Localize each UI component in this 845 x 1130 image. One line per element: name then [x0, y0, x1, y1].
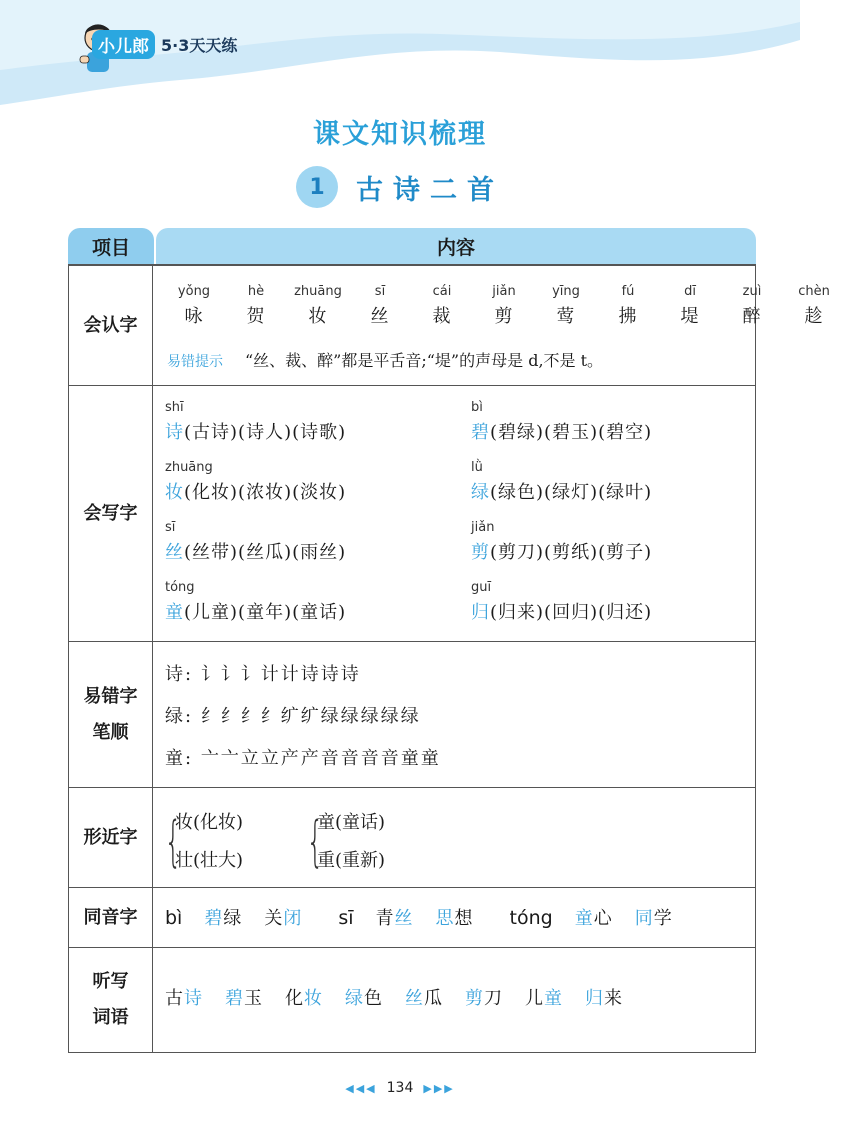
right-arrows-icon: ▶▶▶ [423, 1081, 455, 1095]
row-label: 易错字 笔顺 [69, 642, 153, 787]
dictation-word: 丝瓜 [405, 988, 443, 1009]
table-row-write [69, 386, 755, 642]
char-item: yǒng 咏 [177, 284, 211, 327]
brand-series: 5·3天天练 [161, 36, 238, 55]
knowledge-table [68, 228, 830, 1053]
similar-group: { 妆(化妆) 壮(壮大) [164, 810, 244, 873]
page-number: 134 [386, 1080, 414, 1096]
write-entry: sī 丝(丝带)(丝瓜)(雨丝) [165, 520, 347, 563]
dictation-words [165, 984, 645, 1010]
dictation-word: 碧玉 [225, 988, 263, 1009]
row-label: 听写 词语 [69, 948, 153, 1052]
write-entry: zhuāng 妆(化妆)(浓妆)(淡妆) [165, 460, 347, 503]
stroke-order-line: 绿: 纟纟纟纟纩纩绿绿绿绿绿 [165, 706, 421, 727]
table-row-dictation [69, 948, 755, 1052]
dictation-word: 儿童 [525, 988, 563, 1009]
char-item: chèn 趁 [798, 284, 830, 327]
error-tip [167, 348, 603, 371]
brace-icon: { [164, 810, 182, 873]
page-footer [0, 1080, 800, 1096]
header-item: 项目 [68, 228, 154, 264]
char-item: fú 拂 [618, 284, 638, 327]
char-item: zuì 醉 [742, 284, 762, 327]
write-column-left [165, 400, 346, 640]
write-entry: lǜ 绿(绿色)(绿灯)(绿叶) [471, 460, 653, 503]
char-item: yīng 莺 [552, 284, 580, 327]
tip-tag: 易错提示 [167, 354, 223, 370]
char-item: dī 堤 [680, 284, 700, 327]
dictation-word: 归来 [585, 988, 623, 1009]
table-row-homophone [69, 888, 755, 948]
lesson-heading [0, 166, 800, 208]
header-content: 内容 [156, 228, 756, 264]
write-entry: guī 归(归来)(回归)(归还) [471, 580, 653, 623]
dictation-word: 化妆 [285, 988, 323, 1009]
row-label: 同音字 [69, 888, 153, 947]
char-item: cái 裁 [432, 284, 452, 327]
brand [92, 30, 237, 59]
row-label: 会写字 [69, 386, 153, 641]
tip-text: “丝、裁、醉”都是平舌音;“堤”的声母是 d,不是 t。 [245, 351, 604, 370]
table-row-recognize [69, 266, 830, 386]
write-entry: shī 诗(古诗)(诗人)(诗歌) [165, 400, 347, 443]
recognize-chars [163, 284, 845, 328]
dictation-word: 古诗 [165, 988, 203, 1009]
char-item: hè 贺 [246, 284, 266, 327]
row-label: 会认字 [69, 266, 153, 385]
stroke-order-line: 诗: 讠讠讠计计诗诗诗 [165, 664, 361, 685]
lesson-number-badge: 1 [296, 166, 338, 208]
row-label: 形近字 [69, 788, 153, 887]
stroke-order-line: 童: 亠亠立立产产音音音音童童 [165, 748, 441, 769]
write-column-right [471, 400, 652, 640]
write-entry: bì 碧(碧绿)(碧玉)(碧空) [471, 400, 653, 443]
write-entry: tóng 童(儿童)(童年)(童话) [165, 580, 347, 623]
table-header [68, 228, 756, 264]
write-entry: jiǎn 剪(剪刀)(剪纸)(剪子) [471, 520, 653, 563]
char-item: sī 丝 [370, 284, 390, 327]
similar-group: { 童(童话) 重(重新) [306, 810, 386, 873]
char-item: zhuāng 妆 [294, 284, 342, 327]
lesson-name: 古诗二首 [356, 174, 504, 206]
brand-logo: 小儿郎 [92, 30, 155, 59]
char-item: jiǎn 剪 [492, 284, 516, 327]
left-arrows-icon: ◀◀◀ [345, 1081, 377, 1095]
dictation-word: 剪刀 [465, 988, 503, 1009]
dictation-word: 绿色 [345, 988, 383, 1009]
table-row-similar [69, 788, 755, 888]
table-row-strokes [69, 642, 755, 788]
page-title: 课文知识梳理 [313, 119, 487, 150]
homophone-list: bì 碧绿 关闭 sī 青丝 思想 tóng 童心 同学 [165, 907, 673, 929]
brace-icon: { [306, 810, 324, 873]
